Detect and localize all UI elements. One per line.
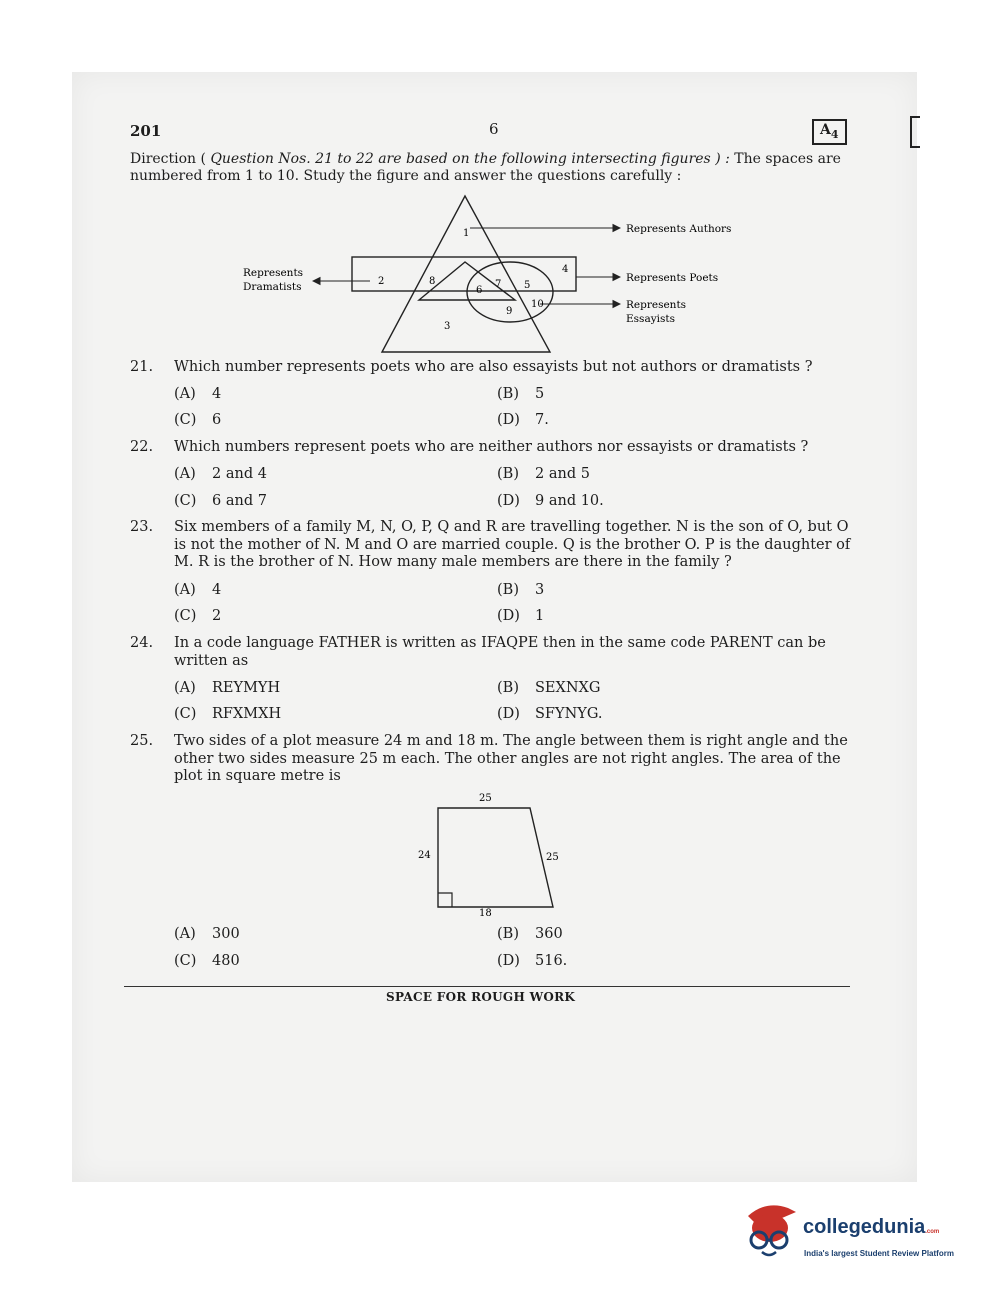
option-label: (A) [174,466,196,482]
q25-option-d[interactable] [497,953,567,969]
option-label: (D) [497,953,520,969]
label-poets: Represents Poets [626,272,719,284]
option-value: 6 [212,412,222,428]
option-value: 7. [535,412,549,428]
option-label: (B) [497,680,519,696]
page-code: 201 [130,122,162,140]
label-authors: Represents Authors [626,223,732,235]
q21-option-c[interactable] [174,412,221,428]
option-label: (A) [174,386,196,402]
option-label: (B) [497,926,519,942]
option-value: REYMYH [212,680,281,696]
option-value: 3 [535,582,545,598]
label-essayists-line2: Essayists [626,313,675,325]
watermark-tagline: India's largest Student Review Platform [804,1249,954,1258]
region-2: 2 [378,276,385,287]
region-4: 4 [562,264,569,275]
collegedunia-logo-icon [742,1198,806,1264]
q21-option-d[interactable] [497,412,549,428]
option-label: (A) [174,680,196,696]
q24-text: In a code language FATHER is written as IFAQPE then in the same code PARENT can be written as [174,635,826,669]
option-value: 2 [212,608,222,624]
right-angle-mark [438,893,452,907]
option-label: (C) [174,412,197,428]
option-label: (C) [174,706,197,722]
option-value: 1 [535,608,545,624]
option-value: 300 [212,926,240,942]
plot-side-bottom: 18 [479,908,492,919]
q22-text: Which numbers represent poets who are neither authors nor essayists or dramatists ? [174,439,809,455]
option-label: (C) [174,493,197,509]
direction-lead: Direction ( [130,151,211,167]
page-number: 6 [489,120,499,138]
q23-option-c[interactable] [174,608,221,624]
plot-side-top: 25 [479,793,492,804]
q24-option-d[interactable] [497,706,603,722]
plot-side-right: 25 [546,852,559,863]
q21-option-b[interactable] [497,386,544,402]
watermark-suffix: .com [925,1229,940,1235]
option-value: 9 and 10. [535,493,604,509]
option-value: SEXNXG [535,680,601,696]
region-5: 5 [524,280,531,291]
label-essayists-line1: Represents [626,299,687,311]
q23-option-d[interactable] [497,608,544,624]
q25-option-c[interactable] [174,953,240,969]
option-label: (D) [497,493,520,509]
option-value: 5 [535,386,545,402]
plot-quadrilateral [438,808,553,907]
option-value: 4 [212,386,222,402]
q22-option-b[interactable] [497,466,590,482]
q23-option-b[interactable] [497,582,544,598]
option-label: (B) [497,466,519,482]
option-value: 4 [212,582,222,598]
q21-option-a[interactable] [174,386,221,402]
option-value: 480 [212,953,240,969]
label-dramatists-line2: Dramatists [243,281,302,293]
q25-number: 25. [130,733,154,749]
q23-option-a[interactable] [174,582,221,598]
q24-option-c[interactable] [174,706,281,722]
option-value: 2 and 4 [212,466,267,482]
option-label: (A) [174,582,196,598]
watermark-brand [803,1216,939,1239]
option-label: (D) [497,412,520,428]
label-dramatists-line1: Represents [243,267,304,279]
direction-italic: Question Nos. 21 to 22 are based on the following intersecting figures ) : [210,151,730,167]
region-3: 3 [444,321,451,332]
option-value: 516. [535,953,568,969]
region-9: 9 [506,306,513,317]
option-label: (B) [497,582,519,598]
option-label: (B) [497,386,519,402]
option-value: 360 [535,926,563,942]
q22-option-c[interactable] [174,493,267,509]
watermark-name: collegedunia [803,1216,926,1238]
q23-number: 23. [130,519,154,535]
option-value: 6 and 7 [212,493,267,509]
q22-number: 22. [130,439,154,455]
q24-number: 24. [130,635,154,651]
option-label: (C) [174,953,197,969]
region-1: 1 [463,228,470,239]
region-10: 10 [531,299,544,310]
q24-option-a[interactable] [174,680,280,696]
region-7: 7 [495,279,502,290]
option-label: (A) [174,926,196,942]
region-8: 8 [429,276,436,287]
q23-text: Six members of a family M, N, O, P, Q and R are travelling together. N is the son of O, but O is not the mother of N. M and O are married couple. Q is the brother O. P is the daughter of M. R is the brother of N. How many male members are there in the family ? [174,519,851,570]
q22-option-a[interactable] [174,466,267,482]
option-value: 2 and 5 [535,466,590,482]
booklet-sub: 4 [830,127,839,141]
q25-text: Two sides of a plot measure 24 m and 18 m. The angle between them is right angle and the other two sides measure 25 m each. The other angles are not right angles. The area of the plot in square metre is [174,733,848,784]
rough-work-rule [124,986,850,987]
q24-option-b[interactable] [497,680,600,696]
q21-number: 21. [130,359,154,375]
option-value: SFYNYG. [535,706,603,722]
q25-option-a[interactable] [174,926,240,942]
plot-side-left: 24 [418,850,431,861]
direction-rest: The spaces are numbered from 1 to 10. Study the figure and answer the questions carefully : [130,151,841,184]
option-label: (D) [497,706,520,722]
booklet-letter: A [820,122,831,138]
option-label: (C) [174,608,197,624]
rough-work-label: SPACE FOR ROUGH WORK [386,990,576,1004]
authors-triangle [382,196,550,352]
option-label: (D) [497,608,520,624]
q21-text: Which number represents poets who are also essayists but not authors or dramatists ? [174,359,813,375]
q22-option-d[interactable] [497,493,604,509]
q25-option-b[interactable] [497,926,563,942]
region-6: 6 [476,285,483,296]
option-value: RFXMXH [212,706,282,722]
